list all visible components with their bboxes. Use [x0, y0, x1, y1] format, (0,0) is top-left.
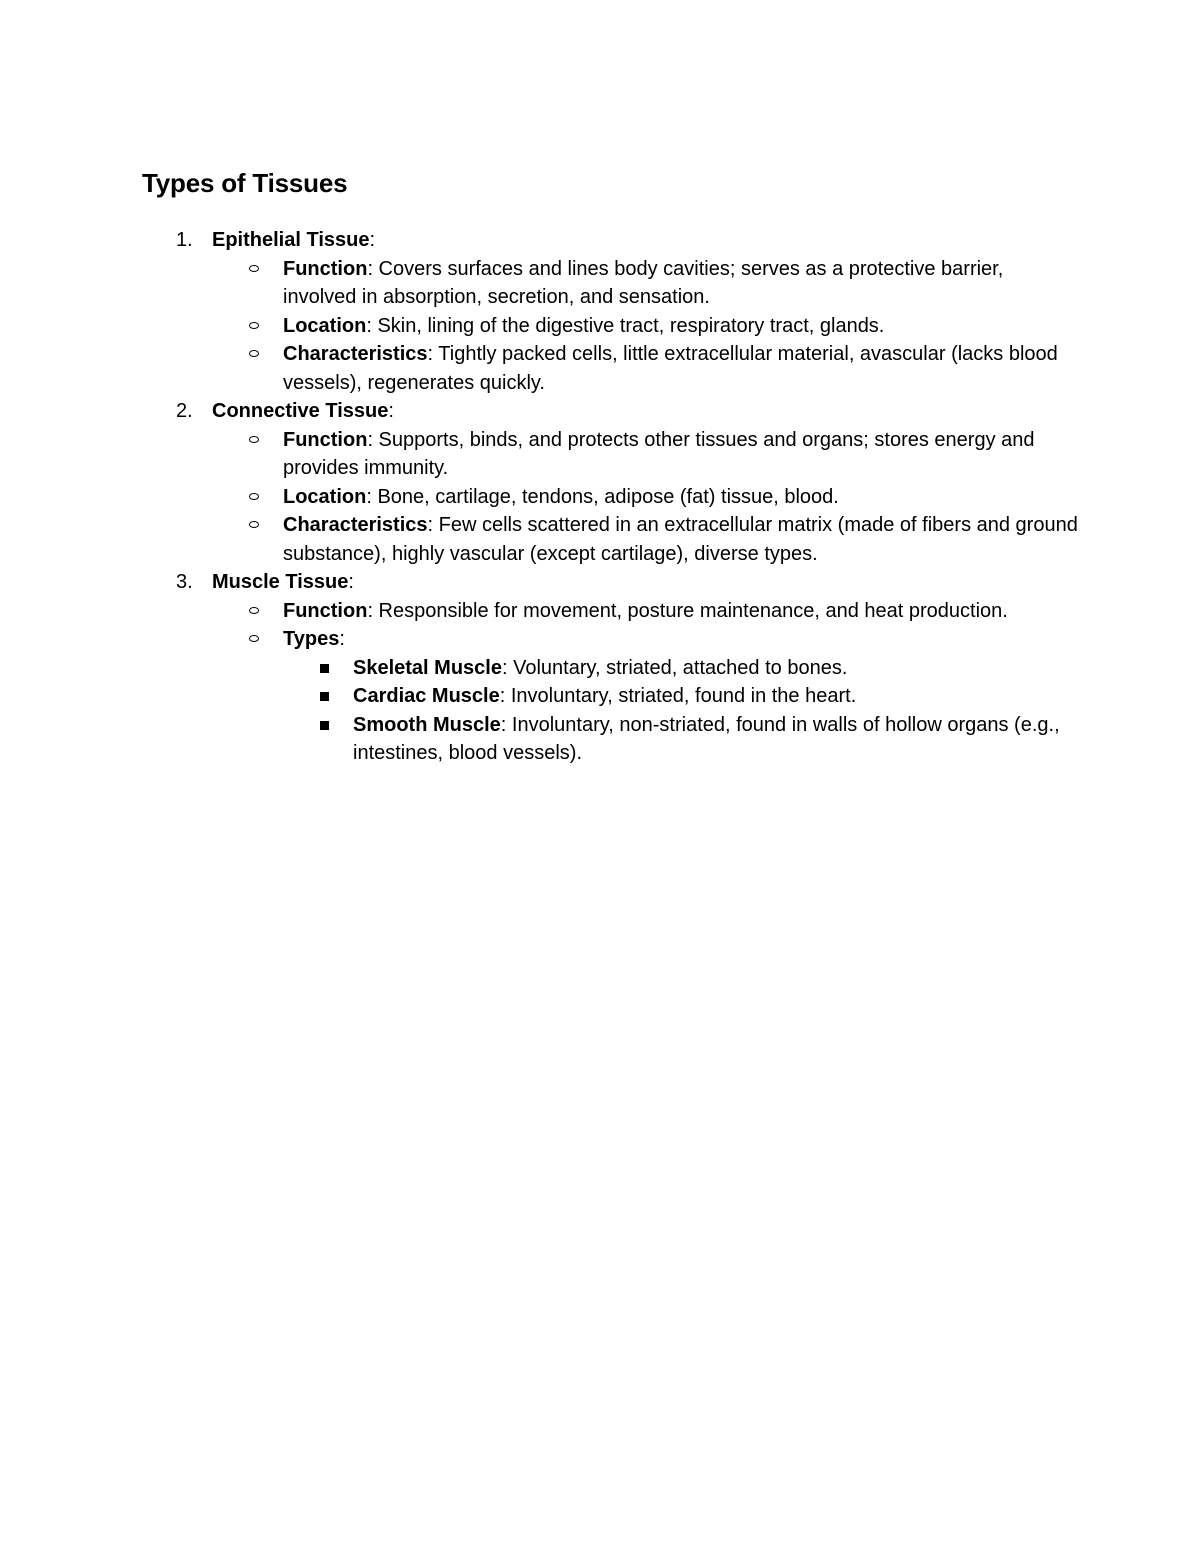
section-number: 2.: [176, 400, 193, 422]
list-item-characteristics: [212, 340, 1082, 397]
circle-bullet-icon: [249, 436, 259, 443]
item-label: Characteristics: [283, 343, 428, 365]
separator: :: [427, 514, 434, 536]
separator: :: [367, 428, 373, 451]
item-label: Types: [283, 628, 340, 650]
list-item-function: [212, 597, 1082, 626]
item-text: Tightly packed cells, little extracellular material, avascular (lacks blood vessels), regenerates quickly.: [283, 343, 1058, 394]
section-connective-tissue: [142, 397, 1082, 568]
item-label: Cardiac Muscle: [353, 685, 500, 707]
item-label: Skeletal Muscle: [353, 656, 502, 679]
separator: :: [367, 257, 373, 280]
separator: :: [500, 713, 507, 736]
square-bullet-icon: [320, 692, 329, 701]
section-heading-line: [212, 397, 1082, 426]
section-muscle-tissue: [142, 568, 1082, 768]
item-text: Covers surfaces and lines body cavities; serves as a protective barrier, involved in absorption, secretion, and sensation.: [283, 257, 1004, 308]
circle-bullet-icon: [249, 521, 259, 528]
circle-bullet-icon: [249, 635, 259, 642]
separator: :: [388, 400, 394, 422]
item-label: Function: [283, 428, 368, 451]
circle-bullet-icon: [249, 322, 259, 329]
list-item-function: [212, 426, 1082, 483]
list-item-types: [212, 625, 1082, 768]
list-item-smooth-muscle: [283, 711, 1082, 768]
item-label: Function: [283, 599, 368, 622]
circle-bullet-icon: [249, 493, 259, 500]
circle-bullet-icon: [249, 265, 259, 272]
muscle-types-list: [283, 654, 1082, 768]
item-text: Supports, binds, and protects other tissues and organs; stores energy and provides immunity.: [283, 428, 1035, 479]
section-heading: Muscle Tissue: [212, 571, 349, 593]
section-heading-line: [212, 226, 1082, 255]
item-text: Few cells scattered in an extracellular matrix (made of fibers and ground substance), highly vascular (except cartilage), diverse types.: [283, 514, 1078, 565]
section-heading: Connective Tissue: [212, 400, 389, 422]
page-title: Types of Tissues: [142, 168, 348, 198]
list-item-characteristics: [212, 511, 1082, 568]
separator: :: [499, 685, 506, 707]
separator: :: [369, 229, 376, 251]
separator: :: [427, 343, 434, 365]
list-item-function: [212, 255, 1082, 312]
list-item-location: [212, 312, 1082, 341]
item-label: Location: [283, 485, 367, 508]
epithelial-details-list: [212, 255, 1082, 398]
separator: :: [366, 485, 372, 508]
item-text: Bone, cartilage, tendons, adipose (fat) tissue, blood.: [371, 485, 839, 508]
item-label: Characteristics: [283, 514, 428, 536]
muscle-details-list: [212, 597, 1082, 768]
section-epithelial-tissue: [142, 226, 1082, 397]
separator: :: [366, 314, 372, 337]
separator: :: [501, 656, 508, 679]
section-number: 3.: [176, 571, 193, 593]
connective-details-list: [212, 426, 1082, 569]
separator: :: [367, 599, 373, 622]
item-text: Voluntary, striated, attached to bones.: [507, 656, 848, 679]
separator: :: [348, 571, 354, 593]
separator: :: [339, 628, 345, 650]
circle-bullet-icon: [249, 350, 259, 357]
tissue-section-list: [142, 226, 1082, 768]
item-text: Involuntary, striated, found in the heart.: [505, 685, 857, 707]
item-text: Skin, lining of the digestive tract, respiratory tract, glands.: [371, 314, 885, 337]
square-bullet-icon: [320, 721, 329, 730]
square-bullet-icon: [320, 664, 329, 673]
section-heading: Epithelial Tissue: [212, 229, 370, 251]
item-label: Smooth Muscle: [353, 713, 501, 736]
list-item-skeletal-muscle: [283, 654, 1082, 683]
item-text: Involuntary, non-striated, found in walls of hollow organs (e.g., intestines, blood vessels).: [353, 713, 1060, 764]
section-number: 1.: [176, 229, 193, 251]
item-label: Location: [283, 314, 367, 337]
section-heading-line: [212, 568, 1082, 597]
item-text: Responsible for movement, posture maintenance, and heat production.: [373, 599, 1008, 622]
circle-bullet-icon: [249, 607, 259, 614]
list-item-location: [212, 483, 1082, 512]
list-item-cardiac-muscle: [283, 682, 1082, 711]
item-label: Function: [283, 257, 368, 280]
